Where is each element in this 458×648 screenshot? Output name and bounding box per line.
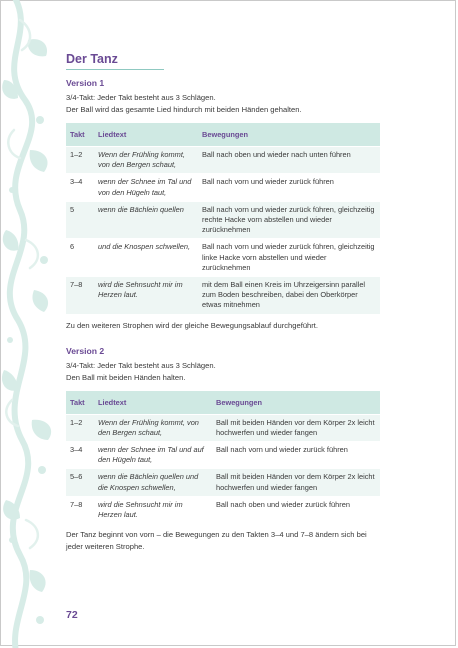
- cell-takt: 5–6: [66, 469, 94, 496]
- cell-liedtext: Wenn der Frühling kommt, von den Bergen schaut,: [94, 147, 198, 174]
- cell-liedtext: Wenn der Frühling kommt, von den Bergen schaut,: [94, 414, 212, 441]
- cell-bewegungen: Ball nach vorn und wieder zurück führen: [198, 174, 380, 201]
- version1-heading: Version 1: [66, 78, 105, 88]
- table-row: [66, 442, 380, 469]
- column-header-bewegungen: Bewegungen: [212, 391, 380, 415]
- cell-takt: 5: [66, 201, 94, 239]
- cell-takt: 1–2: [66, 414, 94, 441]
- table-row: [66, 174, 380, 201]
- table-row: [66, 147, 380, 174]
- cell-bewegungen: Ball mit beiden Händen vor dem Körper 2x leicht hochwerfen und wieder fangen: [212, 469, 380, 496]
- cell-liedtext: wird die Sehnsucht mir im Herzen laut.: [94, 277, 198, 314]
- version1-closing-text: Zu den weiteren Strophen wird der gleiche Bewegungsablauf durchgeführt.: [66, 320, 319, 330]
- cell-takt: 6: [66, 239, 94, 277]
- cell-bewegungen: Ball mit beiden Händen vor dem Körper 2x leicht hochwerfen und wieder fangen: [212, 414, 380, 441]
- table-row: [66, 277, 380, 314]
- cell-takt: 7–8: [66, 277, 94, 314]
- cell-bewegungen: mit dem Ball einen Kreis im Uhrzeigersinn parallel zum Boden beschreiben, dabei den Oberkörper etwas mitnehmen: [198, 277, 380, 314]
- cell-takt: 7–8: [66, 496, 94, 523]
- cell-bewegungen: Ball nach vorn und wieder zurück führen, gleichzeitig rechte Hacke vorn abstellen und wieder zurücknehmen: [198, 201, 380, 239]
- cell-bewegungen: Ball nach vorn und wieder zurück führen: [212, 442, 380, 469]
- page-content: [66, 52, 382, 553]
- version2-heading: Version 2: [66, 345, 105, 356]
- cell-bewegungen: Ball nach oben und wieder zurück führen: [212, 496, 380, 523]
- table-row: [66, 414, 380, 441]
- table-row: [66, 469, 380, 496]
- page-number: 72: [66, 609, 78, 621]
- table-row: [66, 239, 380, 277]
- cell-takt: 1–2: [66, 147, 94, 174]
- cell-liedtext: wenn der Schnee im Tal und auf den Hügeln taut,: [94, 442, 212, 469]
- table-row: [66, 496, 380, 523]
- cell-liedtext: wenn der Schnee im Tal und von den Hügeln taut,: [94, 174, 198, 201]
- table-header-row: [66, 391, 380, 415]
- version1-table: [66, 123, 380, 314]
- version2-intro-line2: Den Ball mit beiden Händen halten.: [66, 372, 186, 382]
- page-title: Der Tanz: [66, 52, 164, 70]
- table-header-row: [66, 123, 380, 147]
- column-header-takt: Takt: [66, 391, 94, 415]
- version1-intro-line2: Der Ball wird das gesamte Lied hindurch mit beiden Händen gehalten.: [66, 105, 302, 114]
- table-row: [66, 201, 380, 239]
- floral-ornament-icon: [0, 0, 70, 648]
- version2-intro-line1: 3/4-Takt: Jeder Takt besteht aus 3 Schlägen.: [66, 360, 216, 370]
- column-header-bewegungen: Bewegungen: [198, 123, 380, 147]
- version2-closing-text: Der Tanz beginnt von vorn – die Bewegungen zu den Takten 3–4 und 7–8 ändern sich bei jeder weiteren Strophe.: [66, 530, 367, 552]
- cell-takt: 3–4: [66, 174, 94, 201]
- cell-bewegungen: Ball nach oben und wieder nach unten führen: [198, 147, 380, 174]
- cell-liedtext: wird die Sehnsucht mir im Herzen laut.: [94, 496, 212, 523]
- cell-liedtext: und die Knospen schwellen,: [94, 239, 198, 277]
- cell-takt: 3–4: [66, 442, 94, 469]
- cell-liedtext: wenn die Bächlein quellen: [94, 201, 198, 239]
- version1-intro-line1: 3/4-Takt: Jeder Takt besteht aus 3 Schlägen.: [66, 93, 216, 102]
- version2-table: [66, 391, 380, 524]
- column-header-takt: Takt: [66, 123, 94, 147]
- column-header-liedtext: Liedtext: [94, 391, 212, 415]
- column-header-liedtext: Liedtext: [94, 123, 198, 147]
- cell-bewegungen: Ball nach vorn und wieder zurück führen, gleichzeitig linke Hacke vorn abstellen und wieder zurücknehmen: [198, 239, 380, 277]
- cell-liedtext: wenn die Bächlein quellen und die Knospen schwellen,: [94, 469, 212, 496]
